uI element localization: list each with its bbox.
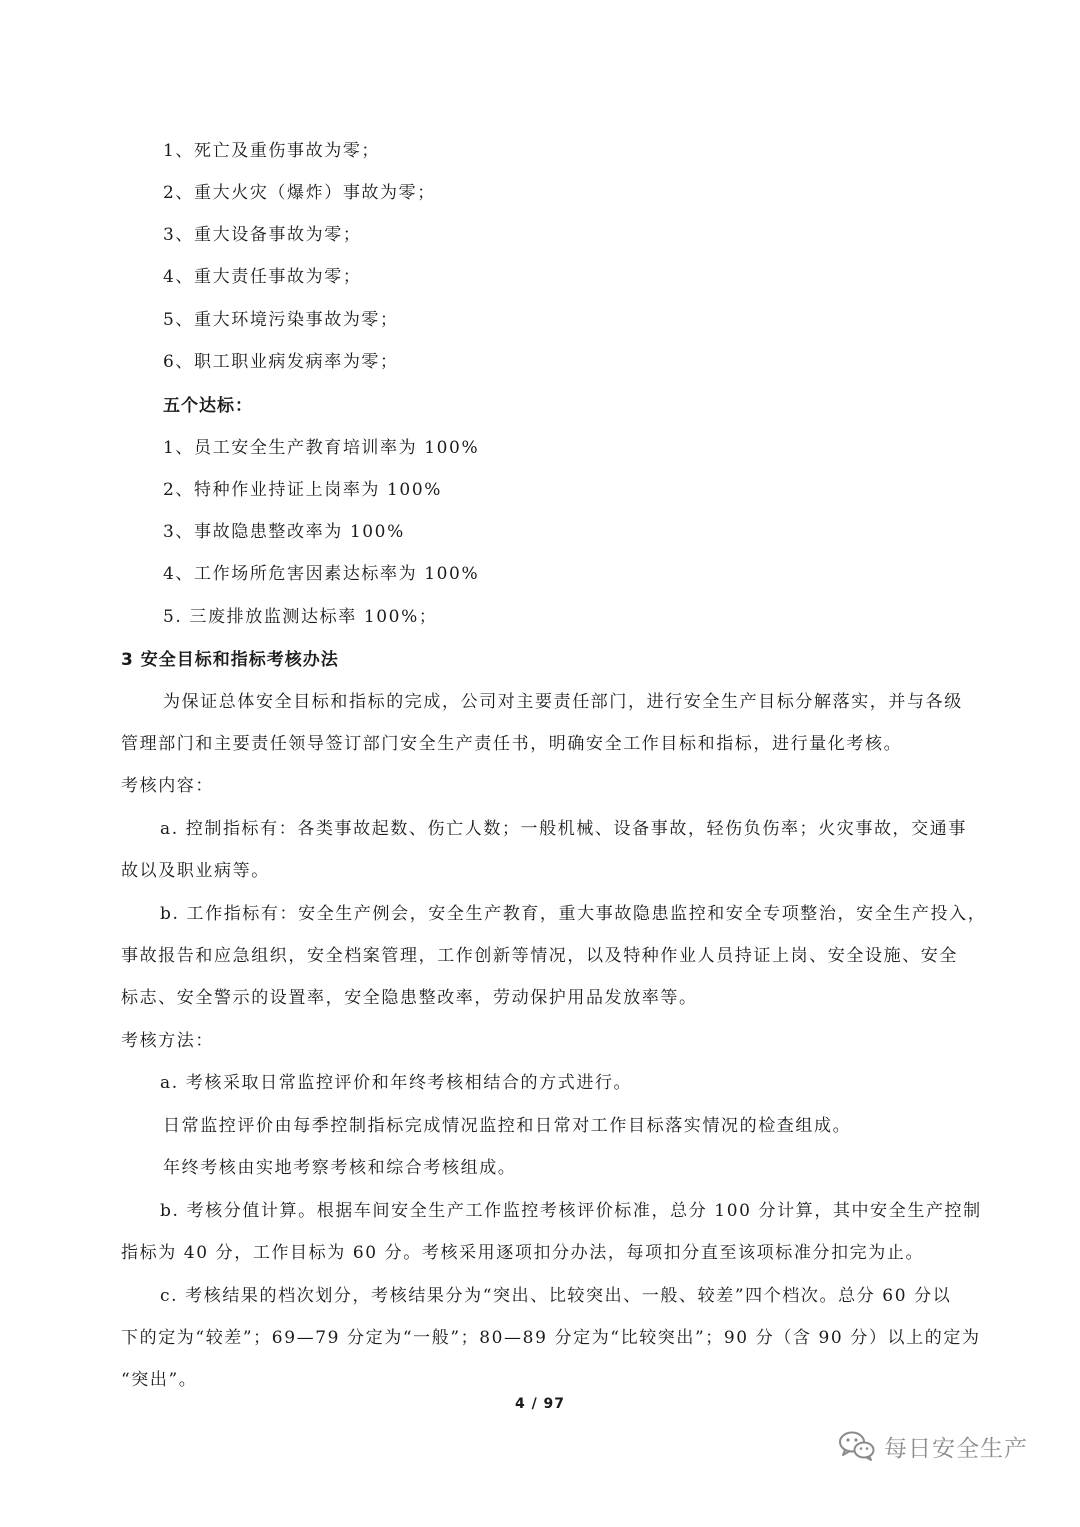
- wechat-icon: [838, 1430, 876, 1462]
- subheading-assessment-content: 考核内容：: [121, 776, 214, 796]
- paragraph-line: “突出”。: [121, 1370, 198, 1390]
- goal-item-6: 6、职工职业病发病率为零；: [163, 352, 399, 372]
- goal-item-5: 5、重大环境污染事故为零；: [163, 310, 399, 330]
- goal-item-3: 3、重大设备事故为零；: [163, 225, 362, 245]
- paragraph-line: 年终考核由实地考察考核和综合考核组成。: [163, 1158, 517, 1178]
- page-number: 4 / 97: [514, 1396, 566, 1412]
- paragraph-line: 故以及职业病等。: [121, 861, 270, 881]
- section-heading-five-standards: 五个达标：: [163, 396, 253, 416]
- paragraph-line: 指标为 40 分，工作目标为 60 分。考核采用逐项扣分办法，每项扣分直至该项标准分扣完为止。: [121, 1243, 925, 1263]
- paragraph-line: a. 考核采取日常监控评价和年终考核相结合的方式进行。: [160, 1073, 633, 1093]
- standard-item-4: 4、工作场所危害因素达标率为 100%: [163, 564, 480, 584]
- paragraph-line: 事故报告和应急组织，安全档案管理，工作创新等情况，以及特种作业人员持证上岗、安全设施、安全: [121, 946, 958, 966]
- paragraph-line: 管理部门和主要责任领导签订部门安全生产责任书，明确安全工作目标和指标，进行量化考核。: [121, 734, 903, 754]
- goal-item-2: 2、重大火灾（爆炸）事故为零；: [163, 183, 436, 203]
- subheading-assessment-method: 考核方法：: [121, 1031, 214, 1051]
- standard-item-1: 1、员工安全生产教育培训率为 100%: [163, 438, 480, 458]
- standard-item-5: 5. 三废排放监测达标率 100%；: [163, 607, 438, 627]
- standard-item-3: 3、事故隐患整改率为 100%: [163, 522, 405, 542]
- section-heading-3: 3 安全目标和指标考核办法: [121, 650, 339, 670]
- watermark: [838, 1426, 1028, 1466]
- paragraph-line: 日常监控评价由每季控制指标完成情况监控和日常对工作目标落实情况的检查组成。: [163, 1116, 852, 1136]
- paragraph-line: c. 考核结果的档次划分，考核结果分为“突出、比较突出、一般、较差”四个档次。总分 60 分以: [160, 1286, 952, 1306]
- paragraph-line: a. 控制指标有：各类事故起数、伤亡人数；一般机械、设备事故，轻伤负伤率；火灾事故，交通事: [160, 819, 967, 839]
- paragraph-line: b. 工作指标有：安全生产例会，安全生产教育，重大事故隐患监控和安全专项整治，安全生产投入，: [160, 904, 987, 924]
- paragraph-line: 为保证总体安全目标和指标的完成，公司对主要责任部门，进行安全生产目标分解落实，并与各级: [163, 692, 963, 712]
- goal-item-4: 4、重大责任事故为零；: [163, 267, 362, 287]
- paragraph-line: 标志、安全警示的设置率，安全隐患整改率，劳动保护用品发放率等。: [121, 988, 698, 1008]
- watermark-text: 每日安全生产: [884, 1435, 1028, 1462]
- standard-item-2: 2、特种作业持证上岗率为 100%: [163, 480, 443, 500]
- paragraph-line: 下的定为“较差”；69—79 分定为“一般”；80—89 分定为“比较突出”；90 分（含 90 分）以上的定为: [121, 1328, 981, 1348]
- paragraph-line: b. 考核分值计算。根据车间安全生产工作监控考核评价标准，总分 100 分计算，其中安全生产控制: [160, 1201, 982, 1221]
- goal-item-1: 1、死亡及重伤事故为零；: [163, 141, 381, 161]
